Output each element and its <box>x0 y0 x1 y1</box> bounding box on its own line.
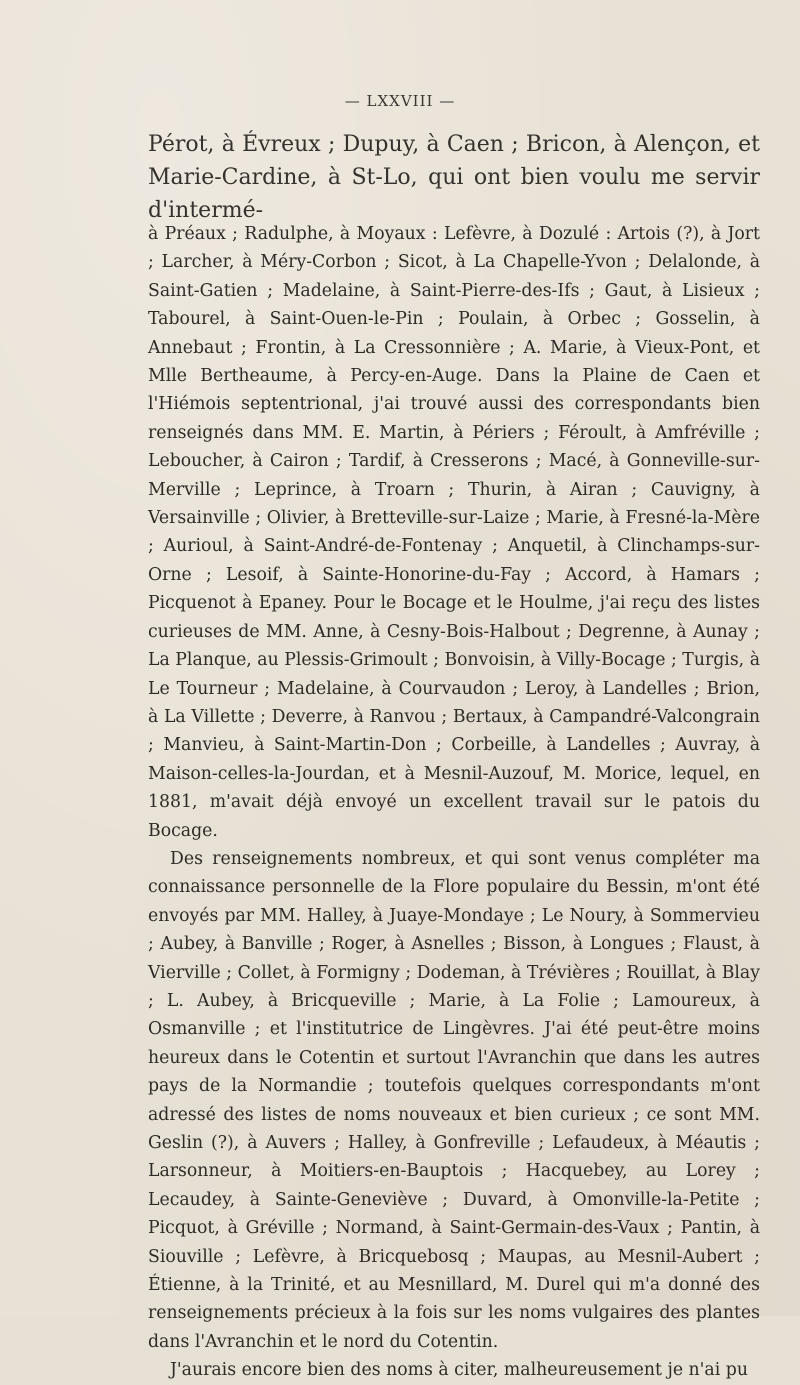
paragraph-1: à Préaux ; Radulphe, à Moyaux : Lefèvre, à Dozulé : Artois (?), à Jort ; Larcher, à Méry-Corbon ; Sicot, à La Chapelle-Yvon ; Delalonde, à Saint-Gatien ; Madelaine, à Saint-Pierre-des-Ifs ; Gaut, à Lisieux ; Tabourel, à Saint-Ouen-le-Pin ; Poulain, à Orbec ; Gosselin, à Annebaut ; Frontin, à La Cressonnière ; A. Marie, à Vieux-Pont, et Mlle Bertheaume, à Percy-en-Auge. Dans la Plaine de Caen et l'Hiémois septentrional, j'ai trouvé aussi des correspondants bien renseignés dans MM. E. Martin, à Périers ; Féroult, à Amfréville ; Leboucher, à Cairon ; Tardif, à Cresserons ; Macé, à Gonneville-sur-Merville ; Leprince, à Troarn ; Thurin, à Airan ; Cauvigny, à Versainville ; Olivier, à Bretteville-sur-Laize ; Marie, à Fresné-la-Mère ; Aurioul, à Saint-André-de-Fontenay ; Anquetil, à Clinchamps-sur-Orne ; Lesoif, à Sainte-Honorine-du-Fay ; Accord, à Hamars ; Picquenot à Epaney. Pour le Bocage et le Houlme, j'ai reçu des listes curieuses de MM. Anne, à Cesny-Bois-Halbout ; Degrenne, à Aunay ; La Planque, au Plessis-Grimoult ; Bonvoisin, à Villy-Bocage ; Turgis, à Le Tourneur ; Madelaine, à Courvaudon ; Leroy, à Landelles ; Brion, à La Villette ; Deverre, à Ranvou ; Bertaux, à Campandré-Valcongrain ; Manvieu, à Saint-Martin-Don ; Corbeille, à Landelles ; Auvray, à Maison-celles-la-Jourdan, et à Mesnil-Auzouf, M. Morice, lequel, en 1881, m'avait déjà envoyé un excellent travail sur le patois du Bocage. <box>148 224 760 841</box>
intro-text: Pérot, à Évreux ; Dupuy, à Caen ; Bricon, à Alençon, et Marie-Cardine, à St-Lo, qui ont bien voulu me servir d'intermé- <box>148 132 760 223</box>
main-text <box>148 220 760 1385</box>
intro-paragraph <box>148 128 760 227</box>
page-number: — LXXVIII — <box>344 92 456 110</box>
paragraph-3: J'aurais encore bien des noms à citer, malheureusement je n'ai pu <box>170 1360 748 1381</box>
paragraph-2: Des renseignements nombreux, et qui sont venus compléter ma connaissance personnelle de la Flore populaire du Bessin, m'ont été envoyés par MM. Halley, à Juaye-Mondaye ; Le Noury, à Sommervieu ; Aubey, à Banville ; Roger, à Asnelles ; Bisson, à Longues ; Flaust, à Vierville ; Collet, à Formigny ; Dodeman, à Trévières ; Rouillat, à Blay ; L. Aubey, à Bricqueville ; Marie, à La Folie ; Lamoureux, à Osmanville ; et l'institutrice de Lingèvres. J'ai été peut-être moins heureux dans le Cotentin et surtout l'Avranchin que dans les autres pays de la Normandie ; toutefois quelques correspondants m'ont adressé des listes de noms nouveaux et bien curieux ; ce sont MM. Geslin (?), à Auvers ; Halley, à Gonfreville ; Lefaudeux, à Méautis ; Larsonneur, à Moitiers-en-Bauptois ; Hacquebey, au Lorey ; Lecaudey, à Sainte-Geneviève ; Duvard, à Omonville-la-Petite ; Picquot, à Gréville ; Normand, à Saint-Germain-des-Vaux ; Pantin, à Siouville ; Lefèvre, à Bricquebosq ; Maupas, au Mesnil-Aubert ; Étienne, à la Trinité, et au Mesnillard, M. Durel qui m'a donné des renseignements précieux à la fois sur les noms vulgaires des plantes dans l'Avranchin et le nord du Cotentin. <box>148 848 760 1352</box>
